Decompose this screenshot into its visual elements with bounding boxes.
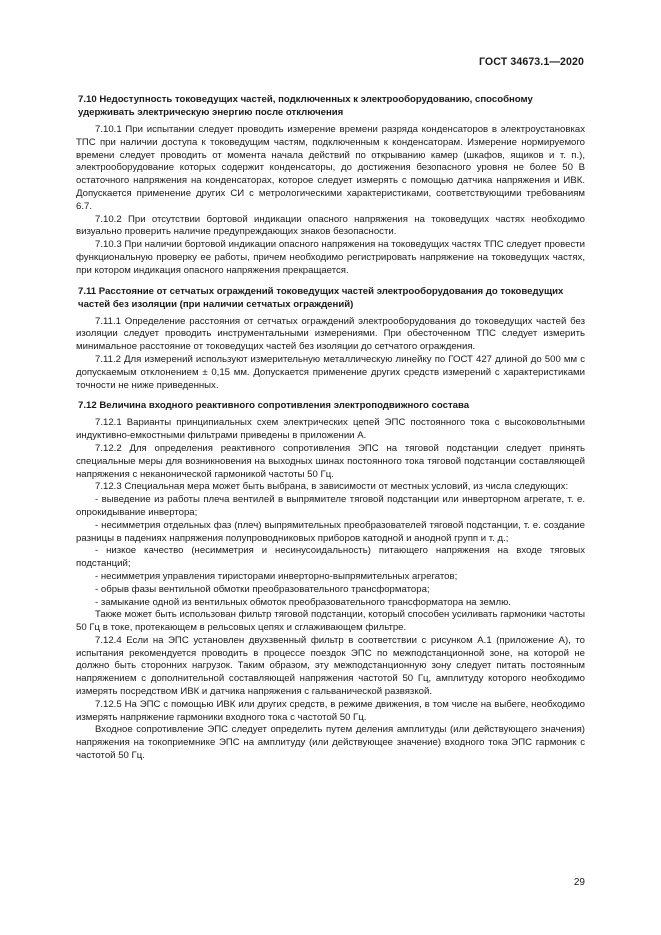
- paragraph: 7.11.1 Определение расстояния от сетчатых ограждений электрооборудования до токоведущих частей без изоляции следует проводить инструментальными измерениями. При обесточенном ТПС следует измерить минимальное расстояние от токоведущих частей без изоляции до сетчатого ограждения.: [76, 315, 585, 353]
- paragraph: Также может быть использован фильтр тяговой подстанции, который способен усиливать гармоники частоты 50 Гц в токе, протекающем в рельсовых цепях и сглаживающем фильтре.: [76, 609, 585, 634]
- paragraph: 7.12.4 Если на ЭПС установлен двухзвенный фильтр в соответствии с рисунком А.1 (приложение А), то испытания рекомендуется проводить в процессе поездок ЭПС по межподстанционной зоне, на которой не должно быть сторонних нагрузок. Таким образом, эту межподстанционную зону следует питать постоянным напряжением с дополнительной составляющей напряжения частотой 50 Гц, амплитуду которого необходимо измерять посредством ИВК и датчика напряжения с гальванической развязкой.: [76, 634, 585, 698]
- paragraph: 7.10.1 При испытании следует проводить измерение времени разряда конденсаторов в электроустановках ТПС при наличии доступа к токоведущим частям, подключенным к конденсаторам. Измерение нормируемого времени следует проводить от момента начала действий по открыванию камер (шкафов, ящиков и т. п.), электрооборудование которых содержит конденсаторы, до достижения безопасного уровня не более 50 В остаточного напряжения на конденсаторах, которое следует измерять с помощью датчика напряжения и ИВК. Допускается применение других СИ с метрологическими характеристиками, соответствующими требованиям 6.7.: [76, 124, 585, 212]
- list-item: - выведение из работы плеча вентилей в выпрямителе тяговой подстанции или инверторном агрегате, т. е. опрокидывание инвертора;: [76, 494, 585, 518]
- list-item: - несимметрия отдельных фаз (плеч) выпрямительных преобразователей тяговой подстанции, т. е. создание разницы в падениях напряжения полупроводниковых приборов катодной и анодной групп и т. д.;: [76, 519, 585, 544]
- paragraph: Входное сопротивление ЭПС следует определить путем деления амплитуды (или действующего значения) напряжения на токоприемнике ЭПС на амплитуду (или действующее значение) входного тока ЭПС гармоник с частотой 50 Гц.: [76, 724, 585, 762]
- section-title: 7.10 Недоступность токоведущих частей, подключенных к электрооборудованию, способному удерживать электрическую энергию после отключения: [78, 94, 533, 118]
- section-7-12: [76, 399, 585, 763]
- paragraph: 7.12.5 На ЭПС с помощью ИВК или других средств, в режиме движения, в том числе на выбеге, необходимо измерять напряжение гармоники входного тока с частотой 50 Гц.: [76, 698, 585, 723]
- page-number: 29: [573, 877, 585, 888]
- paragraph: 7.12.3 Специальная мера может быть выбрана, в зависимости от местных условий, из числа следующих:: [95, 481, 569, 493]
- standard-code: ГОСТ 34673.1—2020: [478, 56, 584, 68]
- section-7-10: [76, 93, 585, 278]
- list-item: - низкое качество (несимметрия и несинусоидальность) питающего напряжения на входе тяговых подстанций;: [76, 545, 585, 570]
- section-title: 7.11 Расстояние от сетчатых ограждений токоведущих частей электрооборудования до токоведущих частей без изоляции (при наличии сетчатых ограждений): [78, 285, 564, 310]
- paragraph: 7.12.1 Варианты принципиальных схем электрических цепей ЭПС постоянного тока с высоковольтными индуктивно-емкостными фильтрами приведены в приложении А.: [76, 417, 585, 442]
- section-title: 7.12 Величина входного реактивного сопротивления электроподвижного состава: [78, 400, 470, 412]
- document-body: [76, 93, 585, 770]
- list-item: - несимметрия управления тиристорами инверторно-выпрямительных агрегатов;: [95, 570, 458, 582]
- section-7-11: [76, 285, 585, 393]
- paragraph: 7.11.2 Для измерений используют измерительную металлическую линейку по ГОСТ 427 длиной до 500 мм с допускаемым отклонением ± 0,15 мм. Допускается применение других средств измерений с характеристиками точности не ниже приведенных.: [76, 353, 585, 391]
- list-item: - обрыв фазы вентильной обмотки преобразовательного трансформатора;: [95, 583, 430, 595]
- paragraph: 7.10.2 При отсутствии бортовой индикации опасного напряжения на токоведущих частях необходимо визуально проверить наличие предупреждающих знаков безопасности.: [76, 213, 585, 238]
- paragraph: 7.10.3 При наличии бортовой индикации опасного напряжения на токоведущих частях ТПС следует провести функциональную проверку ее работы, причем необходимо регистрировать напряжение на токоведущих частях, при котором индикация опасного напряжения прекращается.: [76, 239, 585, 276]
- paragraph: 7.12.2 Для определения реактивного сопротивления ЭПС на тяговой подстанции следует принять специальные меры для возникновения на выходных шинах постоянного тока тяговой подстанции составляющей напряжения с неканонической гармоникой частоты 50 Гц.: [76, 442, 585, 480]
- list-item: - замыкание одной из вентильных обмоток преобразовательного трансформатора на землю.: [95, 596, 511, 608]
